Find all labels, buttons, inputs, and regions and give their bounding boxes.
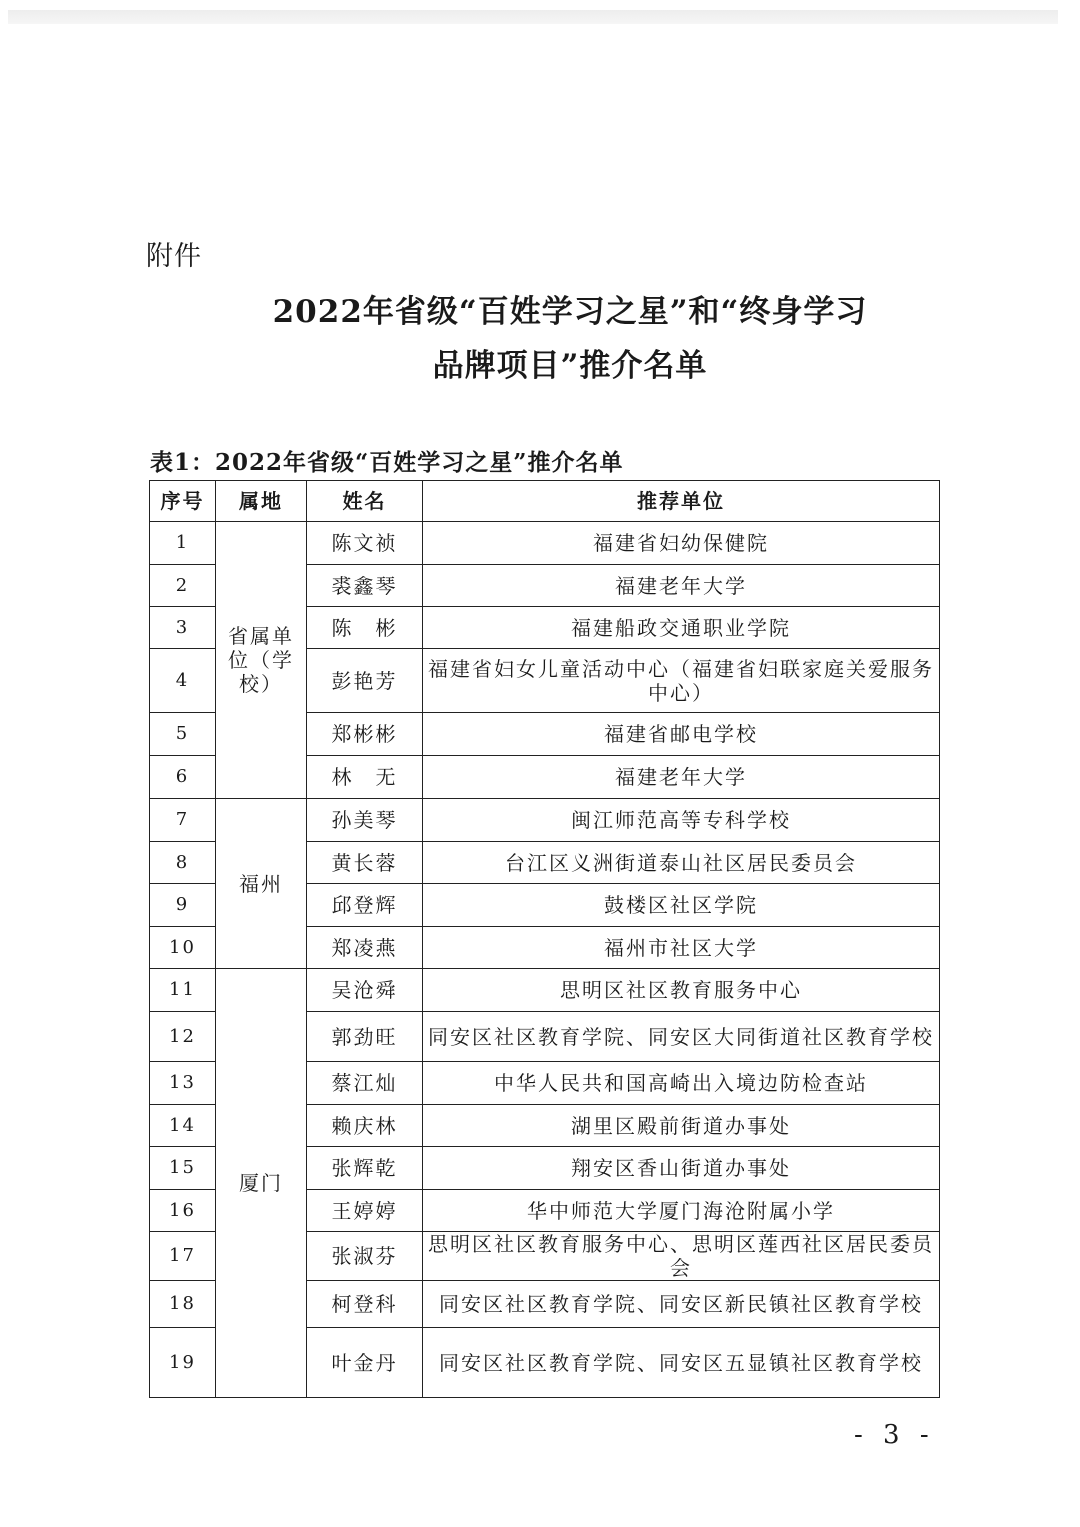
cell-name: 彭艳芳 [307, 649, 423, 713]
attachment-label: 附件 [146, 241, 202, 272]
table-header-row [150, 481, 940, 522]
cell-name: 王婷婷 [307, 1190, 423, 1232]
table-caption: 表1：2022年省级“百姓学习之星”推介名单 [150, 449, 624, 476]
cell-unit: 福建船政交通职业学院 [423, 607, 940, 649]
cell-seq: 18 [150, 1281, 216, 1328]
cell-unit: 福州市社区大学 [423, 927, 940, 969]
table-body [150, 522, 940, 1398]
cell-seq: 10 [150, 927, 216, 969]
cell-seq: 14 [150, 1105, 216, 1147]
cell-unit: 福建省妇女儿童活动中心（福建省妇联家庭关爱服务中心） [423, 649, 940, 713]
document-title-line-1: 2022年省级“百姓学习之星”和“终身学习 [272, 294, 868, 330]
cell-region: 福州 [216, 799, 307, 969]
cell-unit: 鼓楼区社区学院 [423, 884, 940, 927]
cell-name: 裘鑫琴 [307, 565, 423, 607]
cell-unit: 中华人民共和国高崎出入境边防检查站 [423, 1062, 940, 1105]
cell-unit: 福建省妇幼保健院 [423, 522, 940, 565]
cell-name: 蔡江灿 [307, 1062, 423, 1105]
cell-unit: 翔安区香山街道办事处 [423, 1147, 940, 1190]
cell-unit: 华中师范大学厦门海沧附属小学 [423, 1190, 940, 1232]
cell-seq: 19 [150, 1328, 216, 1398]
cell-seq: 1 [150, 522, 216, 565]
column-header-unit: 推荐单位 [423, 481, 940, 522]
cell-name: 陈 彬 [307, 607, 423, 649]
cell-name: 赖庆林 [307, 1105, 423, 1147]
cell-unit: 同安区社区教育学院、同安区新民镇社区教育学校 [423, 1281, 940, 1328]
cell-name: 孙美琴 [307, 799, 423, 842]
document-title-line-2: 品牌项目”推介名单 [432, 348, 708, 384]
table-row [150, 969, 940, 1012]
cell-seq: 8 [150, 842, 216, 884]
cell-name: 黄长蓉 [307, 842, 423, 884]
cell-seq: 9 [150, 884, 216, 927]
column-header-seq: 序号 [150, 481, 216, 522]
cell-name: 郑凌燕 [307, 927, 423, 969]
cell-unit: 思明区社区教育服务中心、思明区莲西社区居民委员会 [423, 1232, 940, 1281]
cell-name: 吴沧舜 [307, 969, 423, 1012]
cell-unit: 福建老年大学 [423, 565, 940, 607]
cell-seq: 2 [150, 565, 216, 607]
cell-seq: 17 [150, 1232, 216, 1281]
cell-seq: 13 [150, 1062, 216, 1105]
column-header-name: 姓名 [307, 481, 423, 522]
cell-seq: 5 [150, 713, 216, 756]
cell-unit: 同安区社区教育学院、同安区大同街道社区教育学校 [423, 1012, 940, 1062]
table-row [150, 799, 940, 842]
table-row [150, 522, 940, 565]
scan-top-edge [8, 10, 1058, 24]
page-number: - 3 - [854, 1420, 935, 1450]
cell-unit: 台江区义洲街道泰山社区居民委员会 [423, 842, 940, 884]
cell-name: 郑彬彬 [307, 713, 423, 756]
cell-seq: 6 [150, 756, 216, 799]
cell-name: 郭劲旺 [307, 1012, 423, 1062]
cell-seq: 12 [150, 1012, 216, 1062]
cell-seq: 16 [150, 1190, 216, 1232]
cell-seq: 4 [150, 649, 216, 713]
cell-region: 厦门 [216, 969, 307, 1398]
cell-unit: 福建省邮电学校 [423, 713, 940, 756]
cell-unit: 闽江师范高等专科学校 [423, 799, 940, 842]
cell-unit: 同安区社区教育学院、同安区五显镇社区教育学校 [423, 1328, 940, 1398]
cell-region: 省属单位（学校） [216, 522, 307, 799]
cell-seq: 3 [150, 607, 216, 649]
column-header-region: 属地 [216, 481, 307, 522]
recommendation-table [149, 480, 940, 1398]
cell-unit: 思明区社区教育服务中心 [423, 969, 940, 1012]
cell-name: 林 无 [307, 756, 423, 799]
cell-name: 柯登科 [307, 1281, 423, 1328]
cell-name: 叶金丹 [307, 1328, 423, 1398]
cell-unit: 湖里区殿前街道办事处 [423, 1105, 940, 1147]
cell-seq: 7 [150, 799, 216, 842]
cell-unit: 福建老年大学 [423, 756, 940, 799]
cell-name: 陈文祯 [307, 522, 423, 565]
cell-name: 张辉乾 [307, 1147, 423, 1190]
cell-seq: 11 [150, 969, 216, 1012]
cell-seq: 15 [150, 1147, 216, 1190]
cell-name: 张淑芬 [307, 1232, 423, 1281]
cell-name: 邱登辉 [307, 884, 423, 927]
